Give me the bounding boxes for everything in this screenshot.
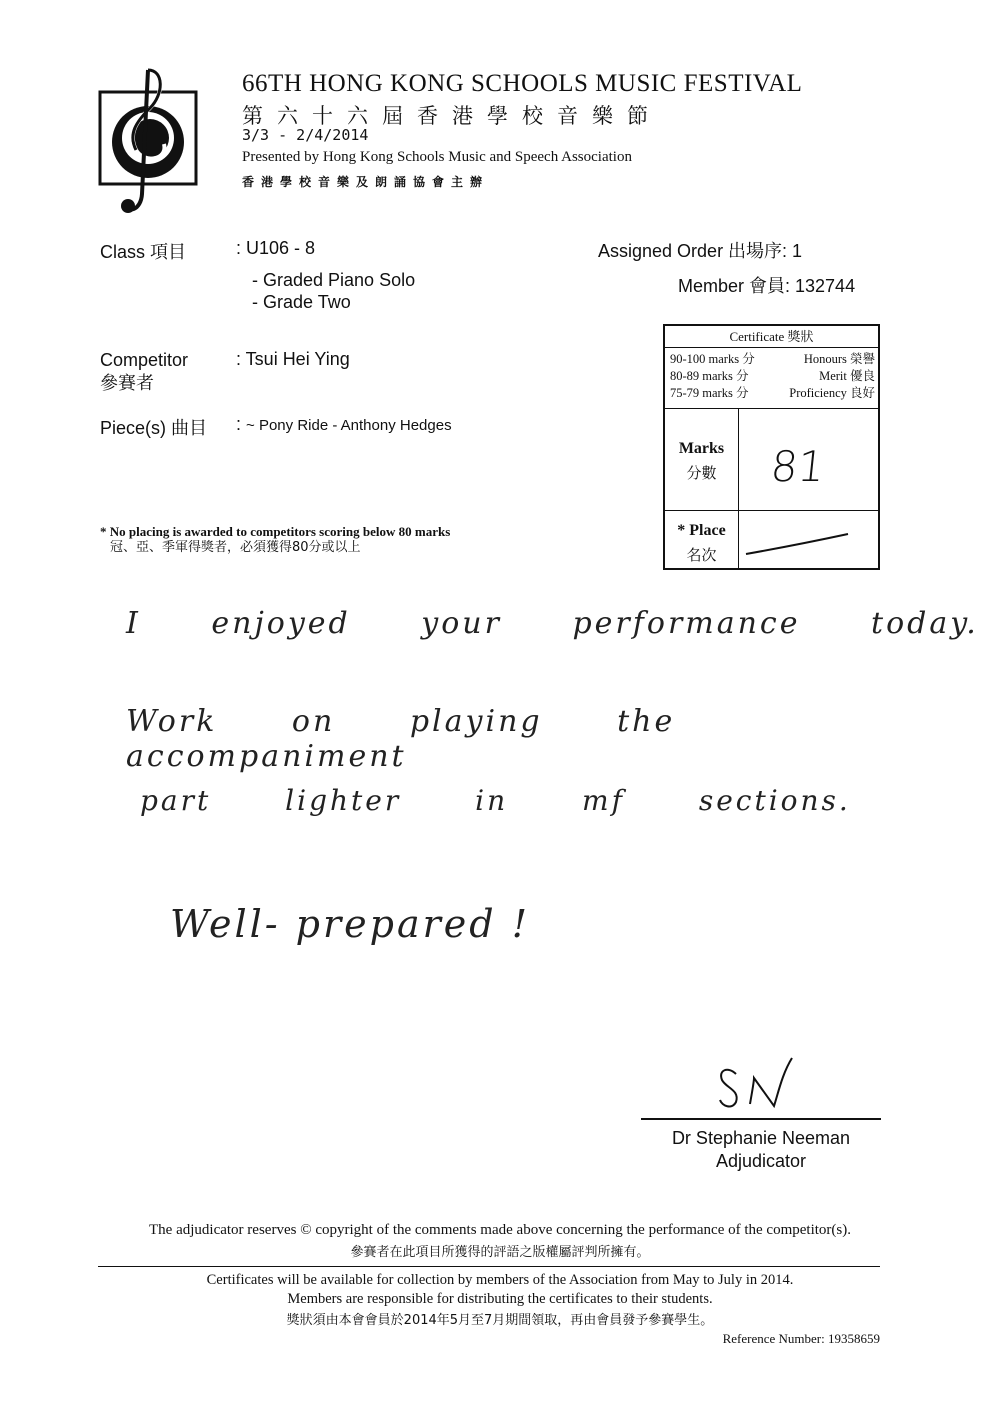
award-name: Honours 榮譽 [803, 352, 875, 366]
marks-label-zh: 分數 [686, 464, 717, 482]
presented-by-chinese: 香港學校音樂及朗誦協會主辦 [242, 175, 490, 189]
competitor-name: : Tsui Hei Ying [236, 349, 350, 369]
festival-dates: 3/3 - 2/4/2014 [242, 126, 369, 144]
marks-label [665, 437, 738, 485]
piece-value [236, 414, 452, 435]
placing-note-en: * No placing is awarded to competitors scoring below 80 marks [100, 524, 451, 539]
festival-title-chinese: 第六十六屆香港學校音樂節 [242, 104, 662, 128]
reference-number: Reference Number: 19358659 [722, 1331, 880, 1346]
adjudicator-signature [716, 1056, 806, 1112]
divider [738, 408, 739, 570]
award-range: 80-89 marks 分 [670, 369, 749, 383]
adjudicator-name: Dr Stephanie Neeman [671, 1128, 851, 1148]
award-row [670, 368, 875, 385]
certificate-award-table [670, 351, 875, 402]
event-name: - Graded Piano Solo [252, 270, 416, 290]
award-row [670, 351, 875, 368]
festival-title: 66TH HONG KONG SCHOOLS MUSIC FESTIVAL [242, 70, 803, 97]
marks-value: 81 [768, 442, 828, 491]
class-value: : U106 - 8 [236, 238, 316, 258]
comment-line: I enjoyed your performance today. [126, 606, 979, 641]
competitor-label-zh: 參賽者 [100, 373, 154, 393]
certificate-box [663, 324, 880, 570]
festival-logo [98, 64, 198, 220]
marks-label-en: Marks [678, 440, 725, 457]
piece-title: ~ Pony Ride - Anthony Hedges [246, 417, 452, 434]
event-grade: - Grade Two [252, 292, 351, 312]
certificate-collection-note-zh: 獎狀須由本會會員於2014年5月至7月期間領取，再由會員發予參賽學生。 [286, 1313, 714, 1328]
comment-line: Work on playing the accompaniment [126, 704, 676, 774]
footer-divider [98, 1266, 880, 1267]
award-row [670, 385, 875, 402]
placing-note [100, 524, 450, 556]
copyright-notice: The adjudicator reserves © copyright of the comments made above concerning the performance of the competitor(s). [149, 1222, 851, 1238]
certificate-heading: Certificate 獎狀 [665, 326, 878, 348]
class-label: Class 項目 [100, 242, 187, 262]
place-label-zh: 名次 [686, 546, 717, 564]
signature-line [641, 1118, 881, 1120]
comment-line: Well- prepared ! [170, 902, 530, 946]
divider [665, 408, 878, 409]
award-name: Merit 優良 [819, 369, 875, 383]
comment-line: part lighter in mf sections. [140, 784, 851, 817]
divider [665, 510, 878, 511]
copyright-notice-zh: 參賽者在此項目所獲得的評語之版權屬評判所擁有。 [350, 1245, 650, 1260]
award-range: 75-79 marks 分 [670, 386, 749, 400]
certificate-distribution-note: Members are responsible for distributing the certificates to their students. [287, 1291, 713, 1307]
assigned-order: Assigned Order 出場序: 1 [598, 241, 803, 261]
piece-colon: : [236, 414, 242, 434]
place-dash-mark [740, 512, 880, 570]
placing-note-zh: 冠、亞、季軍得獎者，必須獲得80分或以上 [110, 540, 361, 555]
competitor-label-en: Competitor [100, 350, 189, 370]
presented-by: Presented by Hong Kong Schools Music and Speech Association [242, 149, 632, 165]
member-number: Member 會員: 132744 [678, 276, 856, 296]
place-label [665, 519, 738, 567]
certificate-collection-note: Certificates will be available for collection by members of the Association from May to July in 2014. [206, 1272, 794, 1288]
award-name: Proficiency 良好 [789, 386, 875, 400]
place-label-en: * Place [677, 522, 726, 539]
award-range: 90-100 marks 分 [670, 352, 755, 366]
competitor-label [100, 349, 188, 395]
adjudicator-title: Adjudicator [715, 1151, 807, 1171]
piece-label: Piece(s) 曲目 [100, 418, 208, 438]
